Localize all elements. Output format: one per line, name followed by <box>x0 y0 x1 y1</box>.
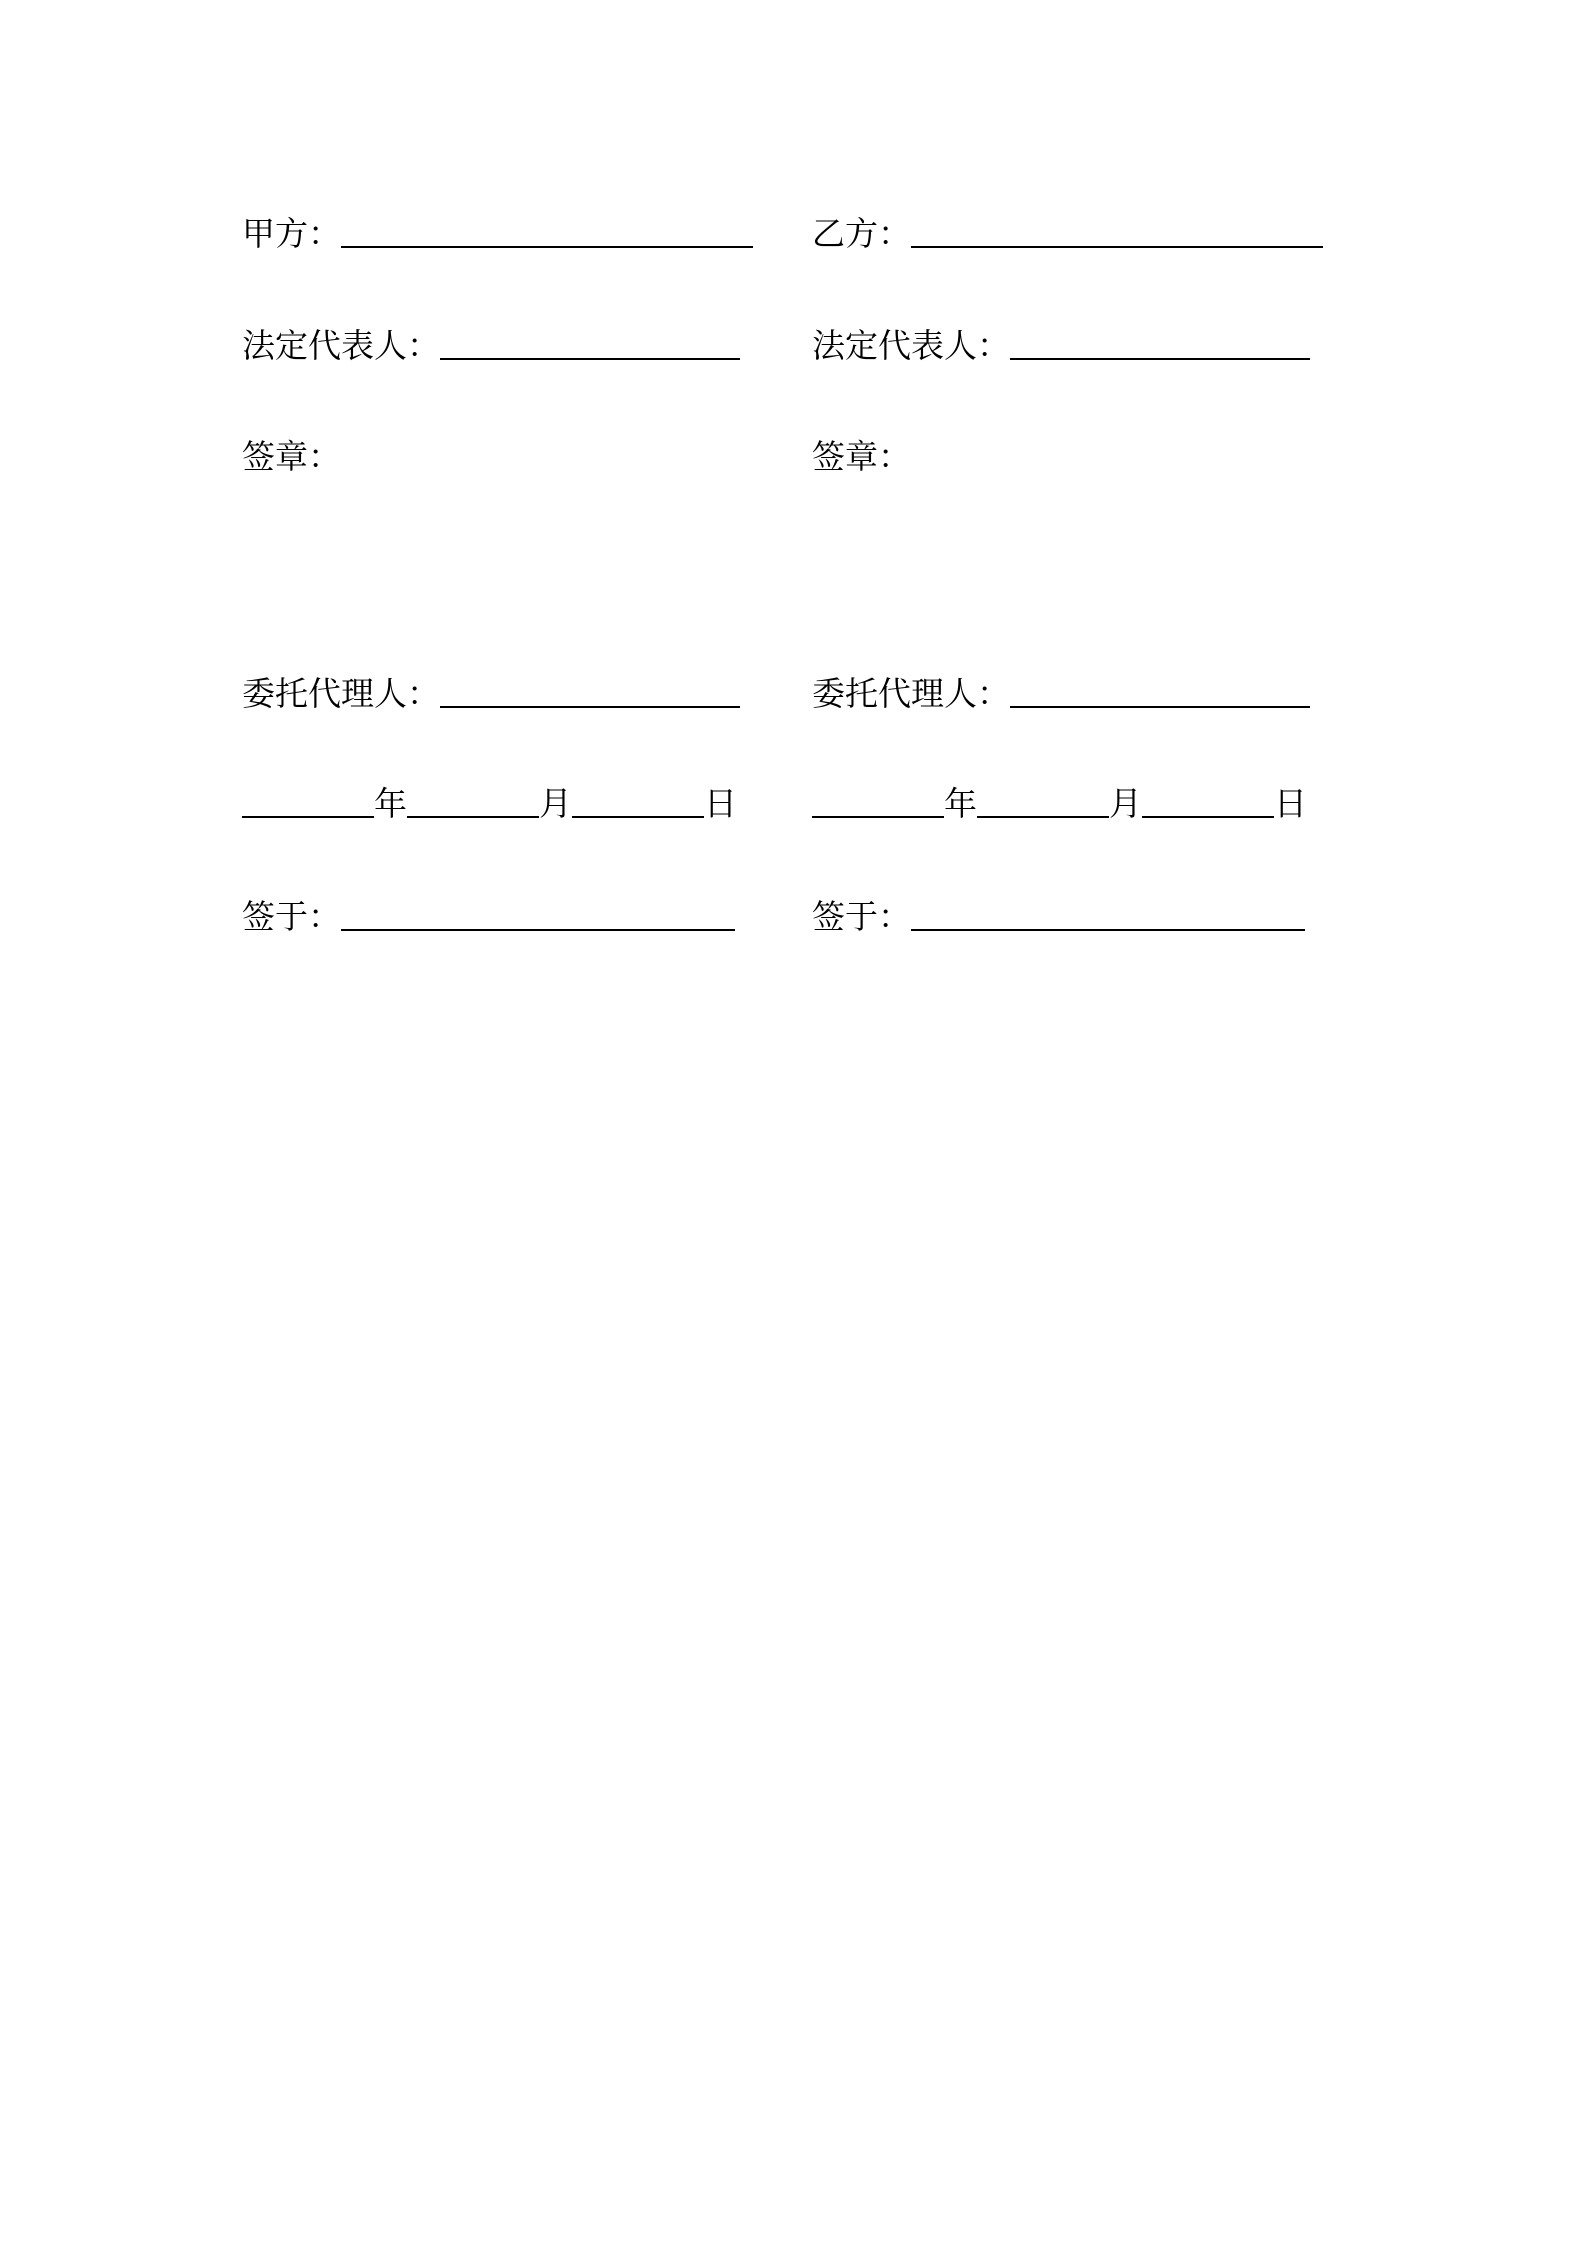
party-b-agent-label: 委托代理人： <box>812 674 1010 713</box>
party-b-signed-at-label: 签于： <box>812 897 911 936</box>
party-b-year-label: 年 <box>944 784 977 823</box>
party-b-legal-rep-blank[interactable] <box>1010 357 1310 360</box>
party-b-seal-label: 签章： <box>812 437 911 476</box>
party-b-legal-rep-label: 法定代表人： <box>812 326 1010 365</box>
party-b-signed-at-blank[interactable] <box>911 928 1305 931</box>
party-b-blank[interactable] <box>911 245 1323 248</box>
party-b-seal-row <box>812 435 911 479</box>
party-a-year-label: 年 <box>374 784 407 823</box>
party-b-label: 乙方： <box>812 214 911 253</box>
party-b-date-row <box>812 782 1307 826</box>
party-b-year-blank[interactable] <box>812 815 944 818</box>
party-a-signed-at-blank[interactable] <box>341 928 735 931</box>
party-a-legal-rep-label: 法定代表人： <box>242 326 440 365</box>
party-a-legal-rep-blank[interactable] <box>440 357 740 360</box>
party-a-month-label: 月 <box>539 784 572 823</box>
party-b-agent-blank[interactable] <box>1010 705 1310 708</box>
party-a-label: 甲方： <box>242 214 341 253</box>
party-b-day-blank[interactable] <box>1142 815 1274 818</box>
party-b-legal-rep-row <box>812 324 1310 368</box>
party-a-seal-label: 签章： <box>242 437 341 476</box>
party-a-row <box>242 212 753 256</box>
party-a-agent-label: 委托代理人： <box>242 674 440 713</box>
party-b-month-blank[interactable] <box>977 815 1109 818</box>
party-a-day-label: 日 <box>704 784 737 823</box>
party-a-agent-row <box>242 672 740 716</box>
party-a-year-blank[interactable] <box>242 815 374 818</box>
party-b-agent-row <box>812 672 1310 716</box>
party-a-signed-at-row <box>242 895 735 939</box>
party-a-legal-rep-row <box>242 324 740 368</box>
party-b-signed-at-row <box>812 895 1305 939</box>
party-a-seal-row <box>242 435 341 479</box>
party-a-date-row <box>242 782 737 826</box>
party-b-month-label: 月 <box>1109 784 1142 823</box>
party-a-blank[interactable] <box>341 245 753 248</box>
party-b-row <box>812 212 1323 256</box>
party-b-day-label: 日 <box>1274 784 1307 823</box>
party-a-signed-at-label: 签于： <box>242 897 341 936</box>
party-a-month-blank[interactable] <box>407 815 539 818</box>
party-a-day-blank[interactable] <box>572 815 704 818</box>
party-a-agent-blank[interactable] <box>440 705 740 708</box>
